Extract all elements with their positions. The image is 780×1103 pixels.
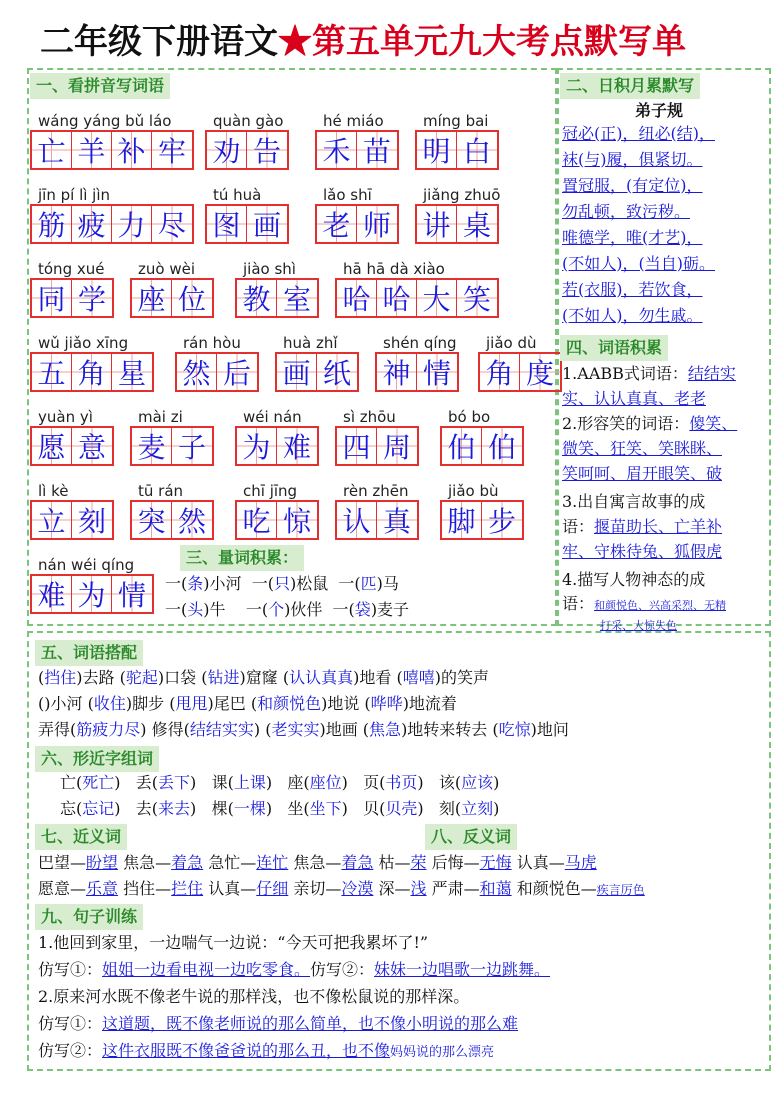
tianzige-grid [478,352,562,392]
measure-row-1: 一(条)小河 一(只)松鼠 一(匹)马 [165,574,399,593]
char-cell: 惊 [277,502,317,538]
char-cell: 禾 [317,132,357,168]
tianzige-grid [440,426,524,466]
pinyin-label: chī jīng [243,482,298,500]
pinyin-label: lǎo shī [323,186,372,204]
pinyin-label: sì zhōu [343,408,396,426]
synonym-antonym-row: 愿意—乐意 挡住—拦住 认真—仔细 亲切—冷漠 深—浅 严肃—和蔼 和颜悦色—疾言厉色 [38,879,645,898]
char-cell: 情 [417,354,457,390]
poem-line: (不如人)，(当自)砺。 [562,254,715,273]
tianzige-grid [335,500,419,540]
section-7-heading: 七、近义词 [35,824,127,850]
char-cell: 纸 [317,354,357,390]
char-cell: 度 [520,354,560,390]
char-cell: 劝 [207,132,247,168]
char-cell: 位 [172,280,212,316]
tianzige-grid [415,204,499,244]
pinyin-label: quàn gào [213,112,284,130]
tianzige-grid [30,204,194,244]
poem-line: 袜(与)履，俱紧切。 [562,150,703,169]
pinyin-label: mài zi [138,408,183,426]
pinyin-label: zuò wèi [138,260,195,278]
char-cell: 吃 [237,502,277,538]
char-cell: 难 [277,428,317,464]
char-cell: 愿 [32,428,72,464]
pinyin-label: wǔ jiǎo xīng [38,334,129,352]
section-2-heading: 二、日积月累默写 [560,73,700,99]
s4-q4: 4.描写人物神态的成 [562,570,706,589]
char-cell: 哈 [337,280,377,316]
char-cell: 学 [72,280,112,316]
tianzige-grid [30,574,154,614]
char-cell: 突 [132,502,172,538]
char-cell: 筋 [32,206,72,242]
s4-q1: 1.AABB式词语：结结实 [562,364,736,383]
char-cell: 图 [207,206,247,242]
section-1-heading: 一、看拼音写词语 [30,73,170,99]
char-cell: 情 [112,576,152,612]
char-cell: 四 [337,428,377,464]
collocation-line: (挡住)去路 (驼起)口袋 (钻进)窟窿 (认认真真)地看 (嘻嘻)的笑声 [38,668,489,687]
tianzige-grid [235,278,319,318]
tianzige-grid [315,130,399,170]
s9-f2b: 仿写②：这件衣服既不像爸爸说的那么丑，也不像妈妈说的那么漂亮 [38,1041,495,1060]
star-icon: ★ [278,22,312,62]
similar-char-row: 亡(死亡) 丢(丢下) 课(上课) 座(座位) 页(书页) 该(应该) [60,773,500,792]
s4-a2b: 微笑、狂笑、笑眯眯、 [562,439,723,458]
char-cell: 认 [337,502,377,538]
char-cell: 苗 [357,132,397,168]
pinyin-label: hé miáo [323,112,384,130]
char-cell: 讲 [417,206,457,242]
char-cell: 明 [417,132,457,168]
pinyin-label: wáng yáng bǔ láo [38,112,172,130]
tianzige-grid [235,426,319,466]
char-cell: 羊 [72,132,112,168]
char-cell: 后 [217,354,257,390]
char-cell: 补 [112,132,152,168]
pinyin-label: huà zhǐ [283,334,338,352]
tianzige-grid [30,352,154,392]
char-cell: 五 [32,354,72,390]
char-cell: 座 [132,280,172,316]
tianzige-grid [335,426,419,466]
s4-q2: 2.形容笑的词语：傻笑、 [562,414,738,433]
poem-line: 置冠服，(有定位)， [562,176,703,195]
tianzige-grid [375,352,459,392]
char-cell: 步 [482,502,522,538]
char-cell: 桌 [457,206,497,242]
pinyin-label: rèn zhēn [343,482,409,500]
char-cell: 画 [277,354,317,390]
pinyin-label: jīn pí lì jìn [38,186,111,204]
poem-line: 若(衣服)，若饮食， [562,280,703,299]
tianzige-grid [205,130,289,170]
s4-q4b: 语：和颜悦色、兴高采烈、无精 [562,594,727,613]
char-cell: 为 [237,428,277,464]
s4-a2c: 笑呵呵、眉开眼笑、破 [562,464,723,483]
char-cell: 亡 [32,132,72,168]
char-cell: 角 [480,354,520,390]
char-cell: 大 [417,280,457,316]
pinyin-label: jiào shì [243,260,296,278]
section-6-heading: 六、形近字组词 [35,746,159,772]
pinyin-label: nán wéi qíng [38,556,135,574]
poem-title: 弟子规 [635,101,684,120]
char-cell: 力 [112,206,152,242]
tianzige-grid [205,204,289,244]
s4-a1: 实、认认真真、老老 [562,389,707,408]
char-cell: 周 [377,428,417,464]
char-cell: 子 [172,428,212,464]
measure-row-2: 一(头)牛 一(个)伙伴 一(袋)麦子 [165,600,410,619]
char-cell: 室 [277,280,317,316]
char-cell: 疲 [72,206,112,242]
section-4-heading: 四、词语积累 [560,335,668,361]
tianzige-grid [130,278,214,318]
char-cell: 牢 [152,132,192,168]
s9-q2: 2.原来河水既不像老牛说的那样浅，也不像松鼠说的那样深。 [38,987,470,1006]
s4-q3: 3.出自寓言故事的成 [562,492,706,511]
char-cell: 师 [357,206,397,242]
char-cell: 脚 [442,502,482,538]
section-5-heading: 五、词语搭配 [35,640,143,666]
char-cell: 星 [112,354,152,390]
tianzige-grid [315,204,399,244]
tianzige-grid [275,352,359,392]
pinyin-label: tóng xué [38,260,105,278]
tianzige-grid [30,278,114,318]
char-cell: 白 [457,132,497,168]
char-cell: 难 [32,576,72,612]
tianzige-grid [130,500,214,540]
char-cell: 意 [72,428,112,464]
pinyin-label: lì kè [38,482,69,500]
tianzige-grid [235,500,319,540]
pinyin-label: rán hòu [183,334,241,352]
char-cell: 立 [32,502,72,538]
char-cell: 老 [317,206,357,242]
char-cell: 麦 [132,428,172,464]
pinyin-label: bó bo [448,408,491,426]
s9-f2a: 仿写①：这道题，既不像老师说的那么简单，也不像小明说的那么难 [38,1014,519,1033]
tianzige-grid [335,278,499,318]
char-cell: 笑 [457,280,497,316]
tianzige-grid [440,500,524,540]
s9-q1: 1.他回到家里，一边喘气一边说：“今天可把我累坏了!” [38,933,429,952]
char-cell: 神 [377,354,417,390]
poem-line: (不如人)，勿生戚。 [562,306,703,325]
char-cell: 教 [237,280,277,316]
pinyin-label: shén qíng [383,334,457,352]
page-title: 二年级下册语文★第五单元九大考点默写单 [40,22,686,62]
similar-char-row: 忘(忘记) 去(来去) 棵(一棵) 坐(坐下) 贝(贝壳) 刻(立刻) [60,799,500,818]
section-3-heading: 三、量词积累： [180,545,304,571]
char-cell: 为 [72,576,112,612]
pinyin-label: jiǎo dù [486,334,537,352]
char-cell: 刻 [72,502,112,538]
pinyin-label: tū rán [138,482,184,500]
tianzige-grid [30,130,194,170]
char-cell: 伯 [482,428,522,464]
synonym-antonym-row: 巴望—盼望 焦急—着急 急忙—连忙 焦急—着急 枯—荣 后悔—无悔 认真—马虎 [38,853,597,872]
pinyin-label: jiǎng zhuō [423,186,501,204]
poem-line: 冠必(正)，纽必(结)， [562,124,715,143]
char-cell: 角 [72,354,112,390]
section-8-heading: 八、反义词 [425,824,517,850]
poem-line: 唯德学，唯(才艺)， [562,228,703,247]
char-cell: 伯 [442,428,482,464]
tianzige-grid [30,426,114,466]
char-cell: 然 [177,354,217,390]
char-cell: 哈 [377,280,417,316]
collocation-line: 弄得(筋疲力尽) 修得(结结实实) (老实实)地画 (焦急)地转来转去 (吃惊)地问 [38,720,569,739]
tianzige-grid [415,130,499,170]
char-cell: 真 [377,502,417,538]
s4-q3b: 语：揠苗助长、亡羊补 [562,517,723,536]
tianzige-grid [175,352,259,392]
pinyin-label: yuàn yì [38,408,93,426]
section-9-heading: 九、句子训练 [35,904,143,930]
pinyin-label: tú huà [213,186,262,204]
char-cell: 尽 [152,206,192,242]
s4-a3b: 牢、守株待兔、狐假虎 [562,542,723,561]
char-cell: 然 [172,502,212,538]
collocation-line: ()小河 (收住)脚步 (甩甩)尾巴 (和颜悦色)地说 (哗哗)地流着 [38,694,457,713]
s9-f1: 仿写①：姐姐一边看电视一边吃零食。仿写②：妹妹一边唱歌一边跳舞。 [38,960,551,979]
poem-line: 勿乱顿，致污秽。 [562,202,691,221]
tianzige-grid [30,500,114,540]
pinyin-label: hā hā dà xiào [343,260,445,278]
tianzige-grid [130,426,214,466]
pinyin-label: míng bai [423,112,489,130]
char-cell: 画 [247,206,287,242]
pinyin-label: wéi nán [243,408,302,426]
pinyin-label: jiǎo bù [448,482,499,500]
char-cell: 同 [32,280,72,316]
s4-a4b: 打采、大惊失色 [600,619,677,632]
char-cell: 告 [247,132,287,168]
